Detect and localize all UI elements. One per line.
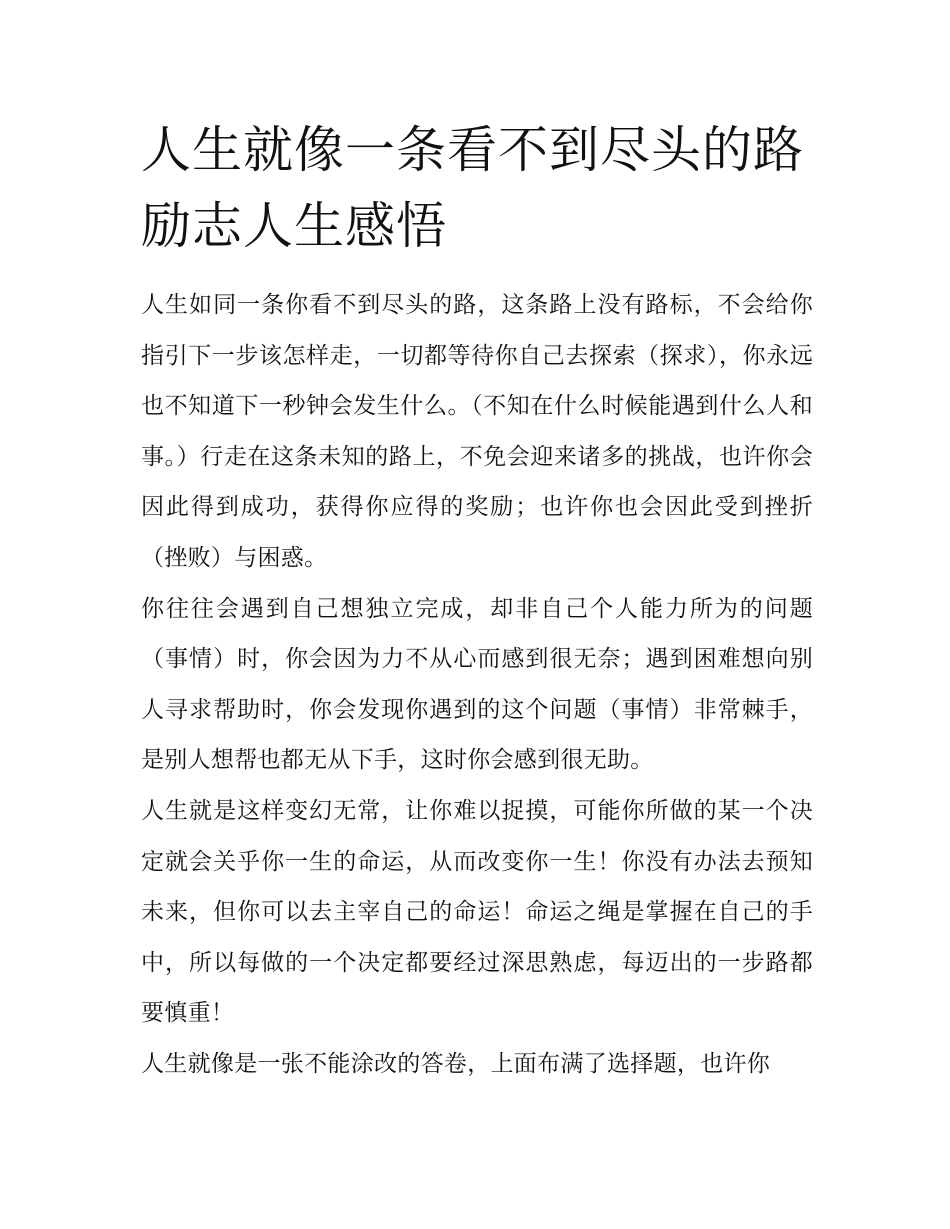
- paragraph-4: 人生就像是一张不能涂改的答卷，上面布满了选择题，也许你: [141, 1050, 771, 1077]
- paragraph-1: 人生如同一条你看不到尽头的路，这条路上没有路标，不会给你指引下一步该怎样走，一切都等待你自己去探索（探求），你永远也不知道下一秒钟会发生什么。（不知在什么时候能遇到什么人和事。）行走在这条未知的路上，不免会迎来诸多的挑战，也许你会因此得到成功，获得你应得的奖励；也许你也会因此受到挫折（挫败）与困惑。: [141, 292, 813, 571]
- document-page: [141, 112, 813, 1090]
- document-title: 人生就像一条看不到尽头的路励志人生感悟: [141, 121, 804, 255]
- paragraph-3: 人生就是这样变幻无常，让你难以捉摸，可能你所做的某一个决定就会关乎你一生的命运，从而改变你一生！你没有办法去预知未来，但你可以去主宰自己的命运！命运之绳是掌握在自己的手中，所以每做的一个决定都要经过深思熟虑，每迈出的一步路都要慎重！: [141, 797, 813, 1027]
- paragraph-2: 你往往会遇到自己想独立完成，却非自己个人能力所为的问题（事情）时，你会因为力不从心而感到很无奈；遇到困难想向别人寻求帮助时，你会发现你遇到的这个问题（事情）非常棘手，是别人想帮也都无从下手，这时你会感到很无助。: [141, 595, 813, 774]
